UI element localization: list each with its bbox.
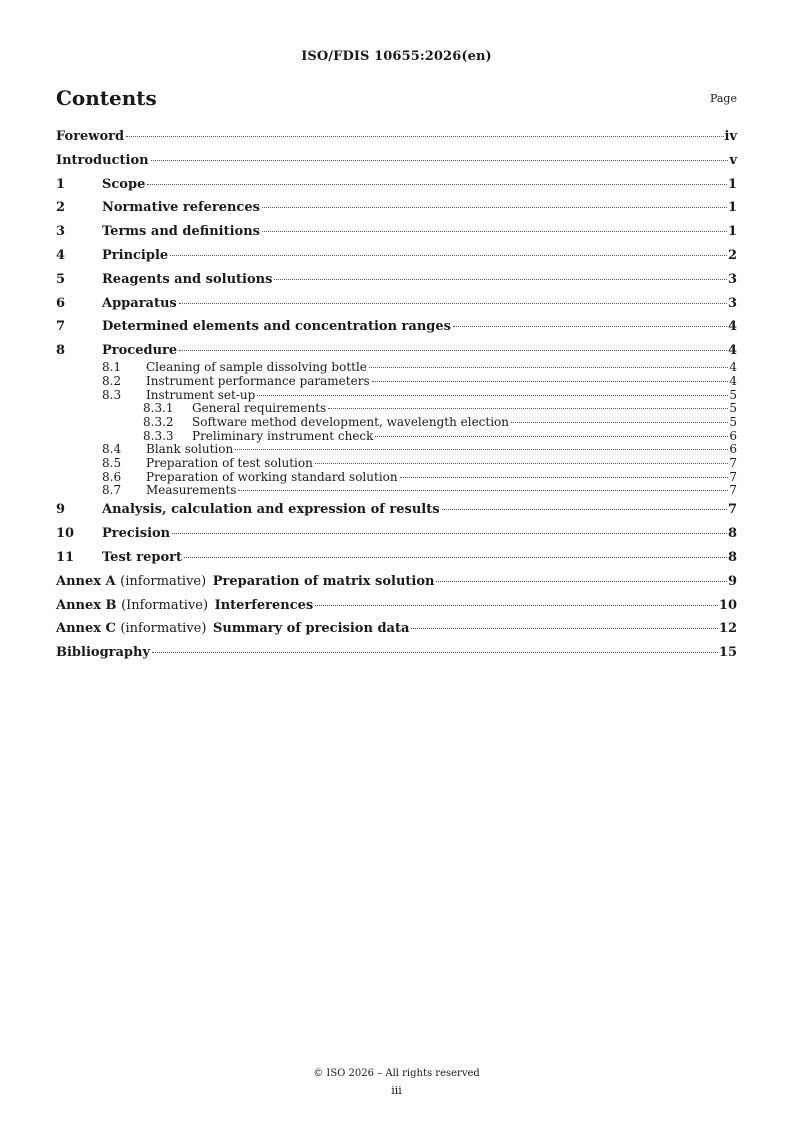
- toc-entry-number: 5: [56, 271, 66, 287]
- toc-entry-label: Test report: [102, 549, 183, 565]
- contents-title-row: [56, 86, 737, 112]
- toc-entry-label: Foreword: [56, 129, 125, 144]
- annex-prefix: Annex B: [56, 597, 117, 613]
- toc-entry-number: 3: [56, 224, 66, 240]
- toc-entry-scope[interactable]: [56, 177, 737, 201]
- toc-entry-number: 8: [56, 343, 66, 359]
- toc-entry-page: v: [729, 152, 737, 168]
- toc-entry-apparatus[interactable]: [56, 296, 737, 320]
- toc-entry-label: Introduction: [56, 152, 149, 168]
- toc-entry-annex-b[interactable]: [56, 598, 737, 622]
- leader-dots: [262, 207, 727, 208]
- toc-entry-label: Preparation of working standard solution: [146, 469, 398, 484]
- toc-entry-label: Principle: [102, 247, 169, 263]
- leader-dots: [184, 557, 727, 558]
- leader-dots: [511, 422, 728, 423]
- toc-entry-label: Blank solution: [146, 442, 234, 457]
- leader-dots: [328, 408, 728, 409]
- toc-entry-page: 8: [727, 549, 737, 565]
- toc-entry-page: 15: [718, 645, 737, 661]
- toc-entry-label: Cleaning of sample dissolving bottle: [146, 360, 367, 375]
- toc-entry-annex-a[interactable]: [56, 574, 737, 598]
- toc-entry-label: [56, 621, 409, 636]
- toc-entry-number: 4: [56, 247, 66, 263]
- toc-entry-page: 4: [727, 319, 737, 335]
- toc-entry-number: 9: [56, 502, 66, 518]
- toc-entry-label: Procedure: [102, 343, 178, 359]
- toc-entry-number: 8.7: [102, 483, 122, 498]
- toc-entry-number: 8.3.3: [143, 428, 174, 443]
- toc-entry-page: 7: [727, 502, 737, 518]
- toc-entry-label: Measurements: [146, 483, 237, 498]
- toc-entry-normative-references[interactable]: [56, 200, 737, 224]
- toc-entry-page: 3: [727, 271, 737, 287]
- toc-entry-number: 7: [56, 319, 66, 335]
- toc-entry-label: Reagents and solutions: [102, 271, 273, 287]
- toc-entry-number: 1: [56, 176, 66, 192]
- leader-dots: [436, 581, 726, 582]
- leader-dots: [372, 381, 729, 382]
- leader-dots: [315, 463, 729, 464]
- toc-entry-label: Instrument performance parameters: [146, 373, 370, 388]
- toc-entry-page: 7: [729, 483, 737, 498]
- leader-dots: [315, 605, 718, 606]
- toc-entry-number: 8.6: [102, 469, 122, 484]
- toc-entry-instrument-performance[interactable]: [56, 374, 737, 388]
- toc-entry-page: 7: [729, 469, 737, 484]
- toc-entry-analysis[interactable]: [56, 502, 737, 526]
- toc-entry-measurements[interactable]: [56, 483, 737, 502]
- leader-dots: [151, 160, 729, 161]
- toc-entry-principle[interactable]: [56, 248, 737, 272]
- annex-kind: (informative): [120, 573, 207, 589]
- leader-dots: [172, 533, 727, 534]
- toc-entry-label: Scope: [102, 176, 146, 192]
- leader-dots: [411, 628, 718, 629]
- toc-entry-label: [56, 574, 434, 589]
- toc-entry-label: Terms and definitions: [102, 224, 260, 240]
- toc-entry-page: 2: [727, 247, 737, 263]
- toc-entry-label: [56, 598, 313, 613]
- toc-entry-number: 11: [56, 549, 75, 565]
- toc-entry-number: 8.4: [102, 442, 122, 457]
- leader-dots: [238, 490, 728, 491]
- leader-dots: [147, 184, 727, 185]
- toc-entry-label: Bibliography: [56, 645, 151, 661]
- toc-entry-page: 9: [727, 573, 737, 589]
- annex-kind: (informative): [120, 621, 207, 637]
- leader-dots: [126, 136, 723, 137]
- toc-entry-label: Precision: [102, 526, 171, 542]
- toc-entry-reagents-and-solutions[interactable]: [56, 272, 737, 296]
- toc-entry-number: 8.2: [102, 373, 122, 388]
- annex-title: Summary of precision data: [212, 621, 410, 637]
- leader-dots: [257, 395, 728, 396]
- leader-dots: [170, 255, 727, 256]
- toc-entry-test-report[interactable]: [56, 550, 737, 574]
- toc-entry-label: Apparatus: [102, 295, 177, 311]
- toc-entry-page: 6: [729, 442, 737, 457]
- toc-entry-label: Normative references: [102, 200, 260, 216]
- toc-entry-page: 5: [729, 414, 737, 429]
- toc-entry-page: 1: [727, 224, 737, 240]
- annex-kind: (Informative): [121, 597, 209, 613]
- leader-dots: [400, 477, 729, 478]
- leader-dots: [235, 449, 728, 450]
- toc-entry-number: 8.5: [102, 455, 122, 470]
- page-column-label: Page: [709, 92, 737, 105]
- annex-prefix: Annex A: [56, 573, 116, 589]
- toc-entry-page: 4: [729, 373, 737, 388]
- leader-dots: [179, 350, 727, 351]
- toc-entry-software-method[interactable]: [56, 415, 737, 429]
- toc-entry-working-standard[interactable]: [56, 470, 737, 484]
- toc-entry-general-requirements[interactable]: [56, 401, 737, 415]
- toc-entry-determined-elements[interactable]: [56, 319, 737, 343]
- leader-dots: [262, 231, 727, 232]
- toc-entry-page: 5: [729, 401, 737, 416]
- leader-dots: [274, 279, 727, 280]
- contents-title: Contents: [56, 86, 157, 110]
- toc-entry-number: 8.1: [102, 360, 122, 375]
- toc-entry-page: iv: [724, 129, 737, 144]
- toc-entry-bibliography[interactable]: [56, 645, 737, 669]
- toc-entry-blank-solution[interactable]: [56, 442, 737, 456]
- toc-entry-page: 4: [727, 343, 737, 359]
- toc-entry-page: 6: [729, 428, 737, 443]
- toc-entry-label: Preparation of test solution: [146, 455, 313, 470]
- toc-entry-introduction[interactable]: [56, 153, 737, 177]
- toc-entry-page: 7: [729, 455, 737, 470]
- toc-entry-label: Analysis, calculation and expression of results: [102, 502, 440, 518]
- annex-prefix: Annex C: [56, 621, 116, 637]
- toc-entry-cleaning-bottle[interactable]: [56, 360, 737, 374]
- document-header: ISO/FDIS 10655:2026(en): [301, 49, 492, 64]
- toc-entry-label: Instrument set-up: [146, 387, 256, 402]
- leader-dots: [369, 367, 728, 368]
- toc-entry-procedure[interactable]: [56, 343, 737, 360]
- toc-entry-number: 6: [56, 295, 66, 311]
- leader-dots: [152, 652, 718, 653]
- toc-entry-preliminary-check[interactable]: [56, 429, 737, 443]
- toc-entry-instrument-setup[interactable]: [56, 388, 737, 402]
- toc-entry-label: Software method development, wavelength election: [192, 414, 510, 429]
- toc-entry-page: 12: [718, 621, 737, 637]
- toc-entry-page: 8: [727, 526, 737, 542]
- toc-entry-page: 1: [727, 200, 737, 216]
- toc-entry-number: 8.3.1: [143, 401, 174, 416]
- toc-entry-number: 10: [56, 526, 75, 542]
- leader-dots: [453, 326, 727, 327]
- toc-entry-test-solution[interactable]: [56, 456, 737, 470]
- toc-entry-page: 5: [729, 387, 737, 402]
- annex-title: Preparation of matrix solution: [212, 573, 435, 589]
- table-of-contents: [56, 129, 737, 669]
- toc-entry-page: 10: [718, 597, 737, 613]
- annex-title: Interferences: [214, 597, 314, 613]
- leader-dots: [375, 436, 728, 437]
- toc-entry-page: 4: [729, 360, 737, 375]
- toc-entry-number: 8.3.2: [143, 414, 174, 429]
- copyright-notice: © ISO 2026 – All rights reserved: [313, 1068, 480, 1079]
- leader-dots: [442, 509, 727, 510]
- toc-entry-precision[interactable]: [56, 526, 737, 550]
- toc-entry-terms-and-definitions[interactable]: [56, 224, 737, 248]
- toc-entry-label: General requirements: [192, 401, 327, 416]
- toc-entry-label: Preliminary instrument check: [192, 428, 374, 443]
- toc-entry-page: 3: [727, 295, 737, 311]
- page-number: iii: [391, 1084, 402, 1097]
- toc-entry-annex-c[interactable]: [56, 621, 737, 645]
- toc-entry-label: Determined elements and concentration ranges: [102, 319, 451, 335]
- toc-entry-page: 1: [727, 176, 737, 192]
- toc-entry-number: 8.3: [102, 387, 122, 402]
- toc-entry-number: 2: [56, 200, 66, 216]
- toc-entry-foreword[interactable]: [56, 129, 737, 153]
- leader-dots: [179, 303, 727, 304]
